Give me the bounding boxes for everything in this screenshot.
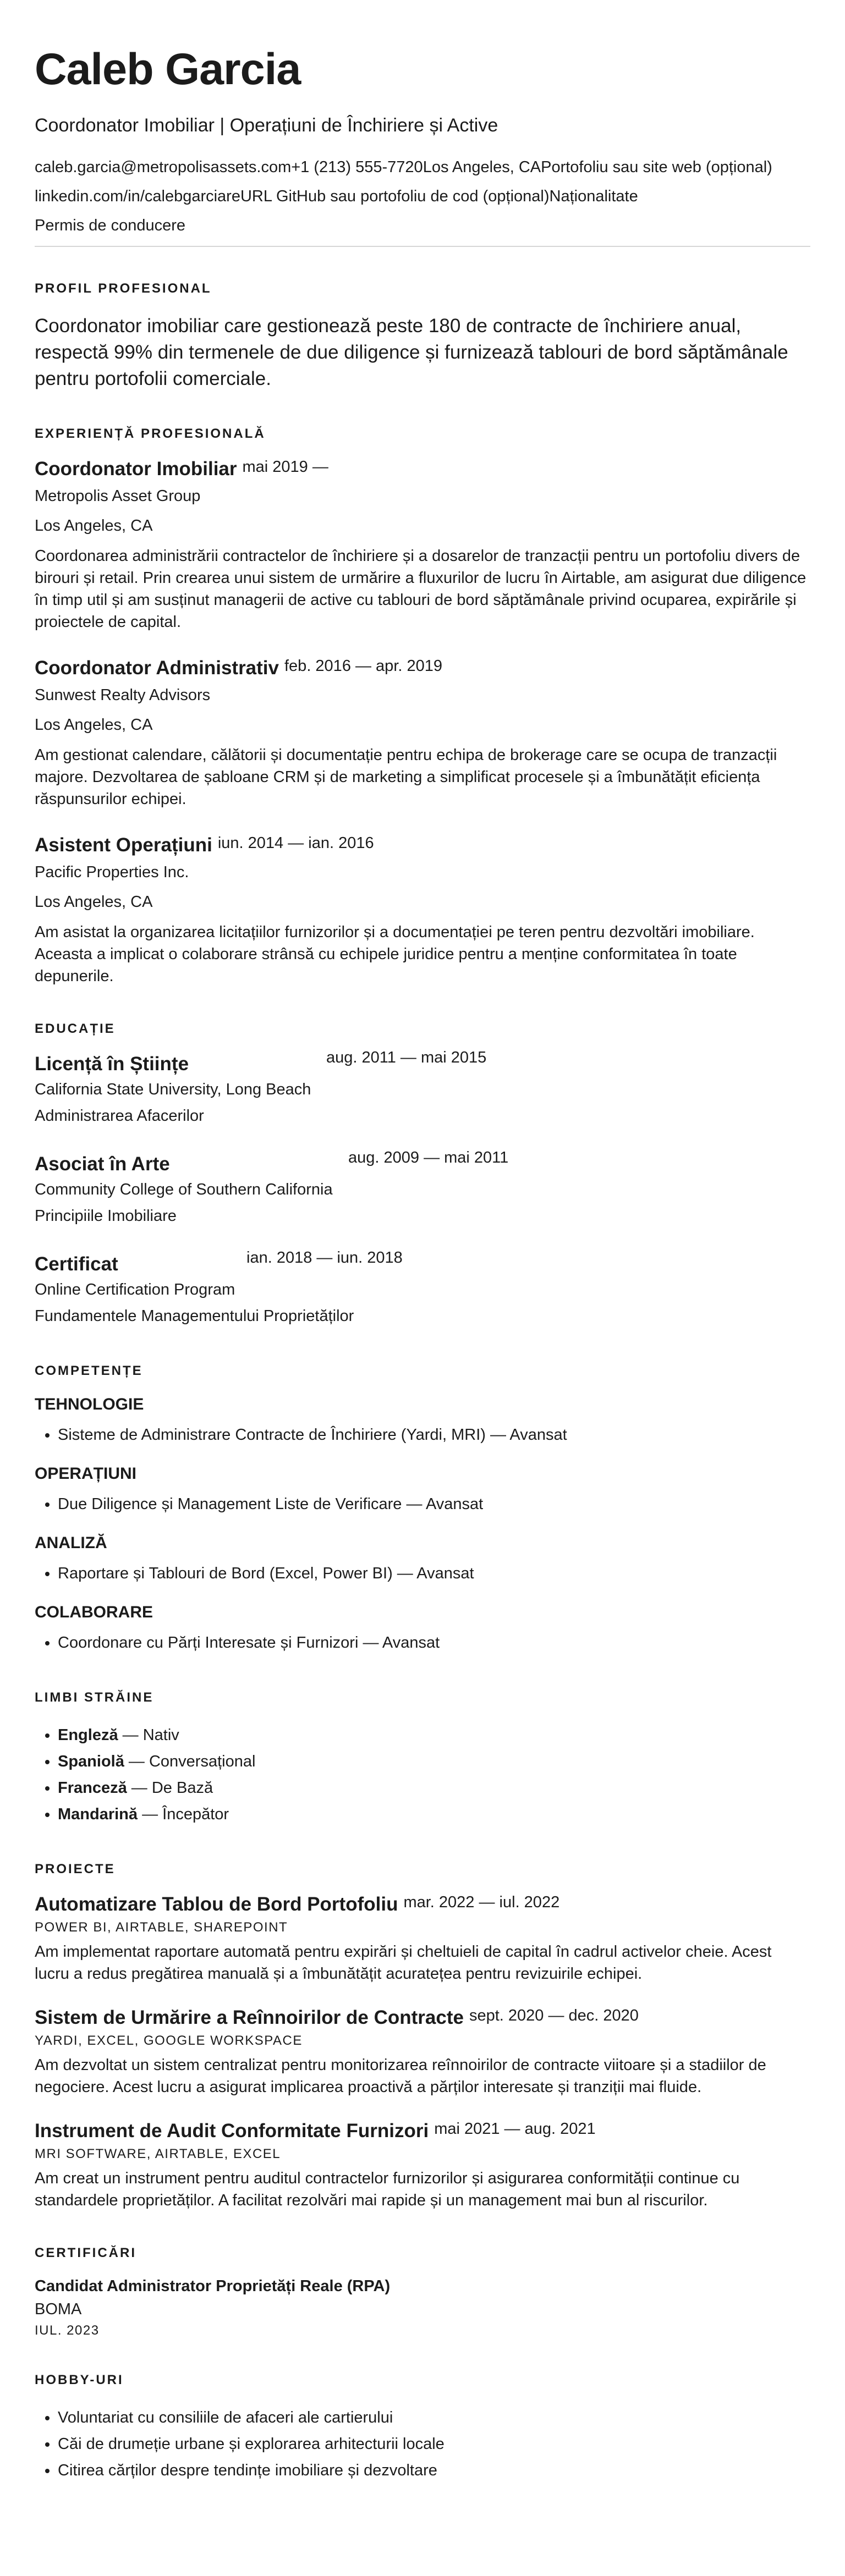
degree: Asociat în Arte [35, 1153, 170, 1175]
education-item [35, 1049, 810, 1129]
contact-line-2 [35, 182, 810, 211]
contact-license: Permis de conducere [35, 217, 186, 235]
degree: Licență în Științe [35, 1053, 189, 1075]
education-item [35, 1249, 810, 1329]
language-name: Spaniolă [58, 1753, 124, 1771]
section-title-experience: EXPERIENȚĂ PROFESIONALĂ [35, 426, 266, 442]
language-level: — Nativ [118, 1726, 179, 1744]
experience-section [35, 426, 810, 987]
certification-issuer: BOMA [35, 2300, 82, 2319]
language-name: Franceză [58, 1779, 127, 1797]
section-title-languages: LIMBI STRĂINE [35, 1690, 154, 1705]
field-of-study: Administrarea Afacerilor [35, 1107, 204, 1125]
job-description: Am asistat la organizarea licitațiilor furnizorilor și a documentației pe teren pentru dezvoltări imobiliare. Aceasta a implicat o colaborare strânsă cu echipele juridice pentru a menține conformitatea în toate depunerile. [35, 923, 755, 986]
project-description: Am creat un instrument pentru auditul contractelor furnizorilor și asigurarea conformității continue cu standardele proprietăților. A facilitat rezolvări mai rapide și un management mai bun al riscurilor. [35, 2170, 740, 2210]
school: Community College of Southern California [35, 1181, 333, 1199]
project-tech: MRI SOFTWARE, AIRTABLE, EXCEL [35, 2146, 281, 2162]
project-dates: mai 2021 — aug. 2021 [434, 2120, 596, 2138]
skill-category: OPERAȚIUNI [35, 1465, 137, 1483]
project-dates: sept. 2020 — dec. 2020 [469, 2007, 639, 2025]
skill-list [35, 1630, 810, 1656]
language-name: Engleză [58, 1726, 118, 1744]
project-tech: POWER BI, AIRTABLE, SHAREPOINT [35, 1920, 288, 1935]
language-item [58, 1801, 810, 1828]
field-of-study: Fundamentele Managementului Proprietăților [35, 1307, 354, 1325]
project-name: Automatizare Tablou de Bord Portofoliu [35, 1894, 398, 1916]
skills-section [35, 1363, 810, 1656]
project-name: Sistem de Urmărire a Reînnoirilor de Contracte [35, 2007, 464, 2029]
certification-date: IUL. 2023 [35, 2323, 100, 2338]
project-dates: mar. 2022 — iul. 2022 [403, 1894, 560, 1912]
education-item [35, 1149, 810, 1229]
skill-item: • Raportare și Tablouri de Bord (Excel, Power BI) — Avansat [58, 1560, 810, 1587]
language-item [58, 1748, 810, 1775]
job-title: Coordonator Imobiliar [35, 458, 237, 480]
project-item [35, 1894, 810, 1985]
skill-list [35, 1560, 810, 1587]
contact-linkedin[interactable]: linkedin.com/in/calebgarciare [35, 188, 240, 206]
job-location: Los Angeles, CA [35, 716, 153, 734]
contact-location: Los Angeles, CA [422, 158, 541, 177]
experience-item [35, 657, 810, 810]
project-name: Instrument de Audit Conformitate Furnizori [35, 2120, 429, 2142]
contact-line-3 [35, 211, 810, 240]
language-name: Mandarină [58, 1806, 138, 1824]
language-level: — Începător [138, 1806, 229, 1824]
hobby-item: • Citirea cărților despre tendințe imobiliare și dezvoltare [58, 2457, 810, 2484]
section-title-summary: PROFIL PROFESIONAL [35, 281, 212, 296]
skill-list [35, 1422, 810, 1448]
contact-phone[interactable]: +1 (213) 555-7720 [291, 158, 423, 177]
section-title-education: EDUCAȚIE [35, 1021, 116, 1037]
job-title: Asistent Operațiuni [35, 834, 212, 856]
contact-github[interactable]: URL GitHub sau portofoliu de cod (opțional) [240, 188, 550, 206]
hobby-item: • Căi de drumeție urbane și explorarea arhitecturii locale [58, 2431, 810, 2457]
section-title-hobbies: HOBBY-URI [35, 2373, 124, 2388]
job-description: Coordonarea administrării contractelor de închiriere și a dosarelor de tranzacții pentru un portofoliu divers de birouri și retail. Prin crearea unui sistem de urmărire a fluxurilor de lucru în Airtable, am asigurat due diligence în timp util și am susținut managerii de active cu tablouri de bord săptămânale privind ocuparea, expirările și proiectele de capital. [35, 547, 806, 631]
education-section [35, 1021, 810, 1329]
project-description: Am dezvoltat un sistem centralizat pentru monitorizarea reînnoirilor de contracte viitoare și a stadiilor de negociere. Acest lucru a asigurat implicarea proactivă a părților interesate și tranziții mai fluide. [35, 2056, 766, 2096]
contact-nationality: Naționalitate [549, 188, 638, 206]
skill-category: TEHNOLOGIE [35, 1395, 144, 1414]
hobby-item: • Voluntariat cu consiliile de afaceri ale cartierului [58, 2404, 810, 2431]
certification-name: Candidat Administrator Proprietăți Reale (RPA) [35, 2277, 391, 2296]
languages-section [35, 1690, 810, 1828]
contact-line-1 [35, 153, 810, 182]
contact-portfolio[interactable]: Portofoliu sau site web (opțional) [541, 158, 772, 177]
job-dates: mai 2019 — [242, 458, 328, 476]
language-list [35, 1722, 810, 1828]
experience-item [35, 834, 810, 987]
language-level: — Conversațional [124, 1753, 256, 1771]
summary-section [35, 281, 810, 392]
contact-email[interactable]: caleb.garcia@metropolisassets.com [35, 158, 292, 177]
company: Pacific Properties Inc. [35, 863, 189, 882]
language-item [58, 1722, 810, 1748]
section-title-certifications: CERTIFICĂRI [35, 2245, 136, 2261]
candidate-name: Caleb Garcia [35, 45, 301, 94]
hobby-list [35, 2404, 810, 2484]
job-dates: iun. 2014 — ian. 2016 [217, 834, 374, 852]
job-title: Coordonator Administrativ [35, 657, 279, 679]
headline: Coordonator Imobiliar | Operațiuni de Închiriere și Active [35, 115, 498, 136]
job-description: Am gestionat calendare, călătorii și documentație pentru echipa de brokerage care se ocupa de tranzacții majore. Dezvoltarea de șabloane CRM și de marketing a simplificat procesele și a îmbunătățit eficiența răspunsurilor echipei. [35, 746, 777, 808]
education-dates: ian. 2018 — iun. 2018 [246, 1249, 403, 1267]
language-item [58, 1775, 810, 1801]
job-dates: feb. 2016 — apr. 2019 [284, 657, 442, 675]
job-location: Los Angeles, CA [35, 517, 153, 535]
education-dates: aug. 2011 — mai 2015 [326, 1049, 487, 1067]
school: California State University, Long Beach [35, 1081, 311, 1099]
skill-list [35, 1491, 810, 1517]
section-title-skills: COMPETENȚE [35, 1363, 143, 1379]
skill-item: • Coordonare cu Părți Interesate și Furnizori — Avansat [58, 1630, 810, 1656]
degree: Certificat [35, 1253, 118, 1275]
hobbies-section [35, 2373, 810, 2484]
projects-section [35, 1862, 810, 2211]
language-level: — De Bază [127, 1779, 213, 1797]
project-item [35, 2120, 810, 2211]
skill-item: • Due Diligence și Management Liste de Verificare — Avansat [58, 1491, 810, 1517]
company: Metropolis Asset Group [35, 487, 201, 505]
company: Sunwest Realty Advisors [35, 686, 211, 704]
skill-category: COLABORARE [35, 1603, 153, 1622]
skill-category: ANALIZĂ [35, 1534, 107, 1553]
project-item [35, 2007, 810, 2098]
education-dates: aug. 2009 — mai 2011 [348, 1149, 509, 1167]
experience-item [35, 458, 810, 633]
header-divider [35, 246, 810, 247]
project-description: Am implementat raportare automată pentru expirări și cheltuieli de capital în cadrul activelor cheie. Acest lucru a redus pregătirea manuală și a îmbunătățit acuratețea pentru revizuirile echipei. [35, 1943, 772, 1983]
skill-item: • Sisteme de Administrare Contracte de Închiriere (Yardi, MRI) — Avansat [58, 1422, 810, 1448]
section-title-projects: PROIECTE [35, 1862, 116, 1877]
project-tech: YARDI, EXCEL, GOOGLE WORKSPACE [35, 2033, 303, 2049]
school: Online Certification Program [35, 1281, 235, 1299]
certifications-section [35, 2245, 810, 2338]
job-location: Los Angeles, CA [35, 893, 153, 911]
field-of-study: Principiile Imobiliare [35, 1207, 177, 1225]
summary-text: Coordonator imobiliar care gestionează peste 180 de contracte de închiriere anual, respectă 99% din termenele de due diligence și furnizează tablouri de bord săptămânale pentru portofolii comerciale. [35, 315, 788, 390]
